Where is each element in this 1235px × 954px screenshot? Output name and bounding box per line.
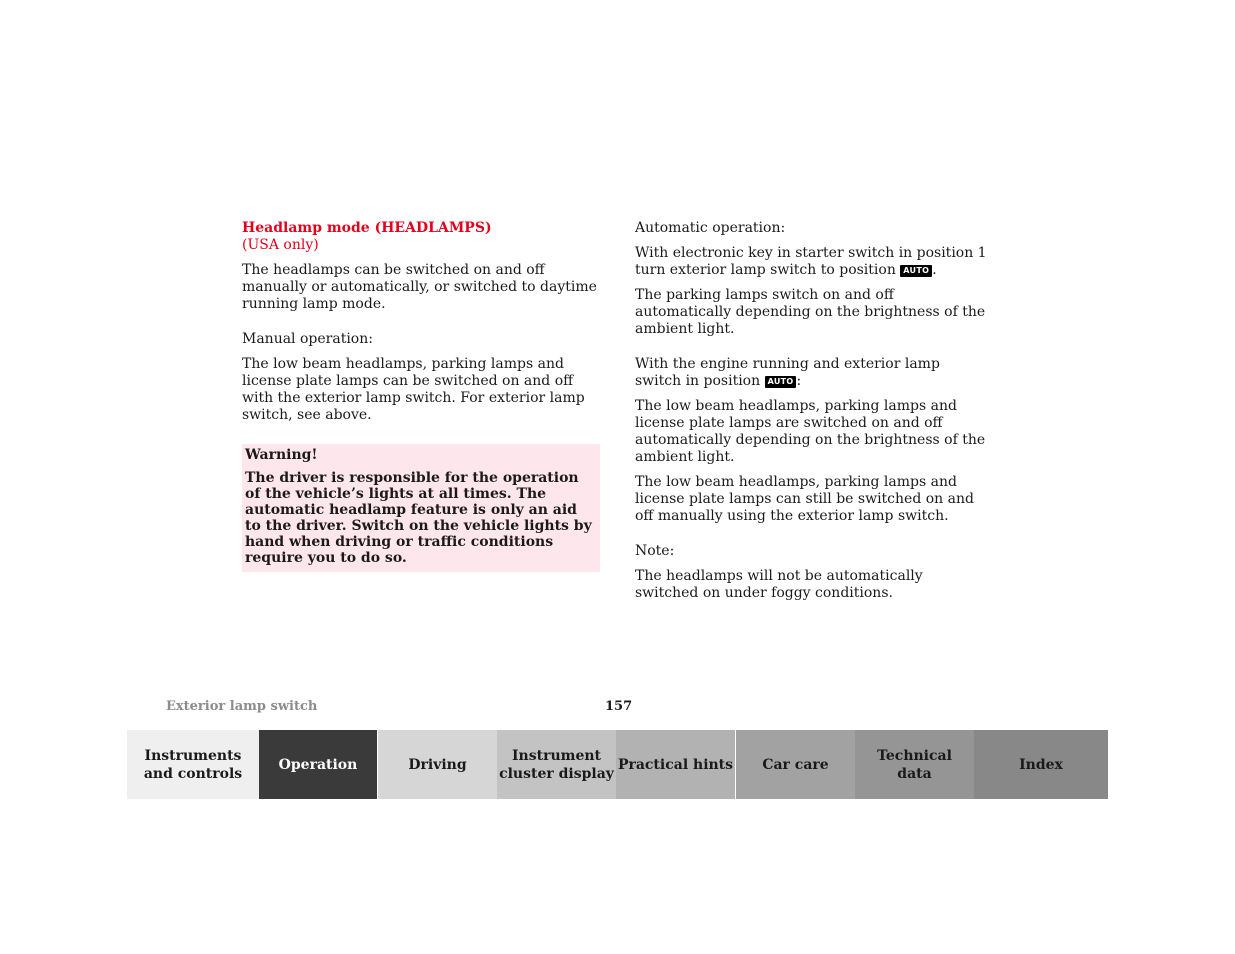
manual-paragraph: The low beam headlamps, parking lamps and license plate lamps can be switched on and off with the exterior lamp switch. For exterior lamp switch, see above. <box>242 356 585 423</box>
auto-p3-text: With the engine running and exterior lamp switch in position <box>635 356 940 389</box>
nav-tab-index[interactable] <box>974 730 1108 799</box>
footer-section-label: Exterior lamp switch <box>166 699 318 714</box>
auto-p3-end: : <box>796 373 802 389</box>
nav-tab-label: and controls <box>143 765 243 782</box>
nav-tab-label: cluster display <box>499 765 614 782</box>
auto-symbol-icon: AUTO <box>765 376 797 388</box>
auto-p1-text: With electronic key in starter switch in position 1 turn exterior lamp switch to position <box>635 245 987 278</box>
nav-tab-instruments-and-controls[interactable] <box>127 730 259 799</box>
note-paragraph: The headlamps will not be automatically switched on under foggy conditions. <box>635 568 923 601</box>
nav-tab-operation[interactable] <box>259 730 378 799</box>
nav-tab-driving[interactable] <box>378 730 497 799</box>
left-column <box>242 220 600 572</box>
page-number: 157 <box>605 699 633 714</box>
nav-tab-label: Practical hints <box>617 756 734 773</box>
nav-tab-practical-hints[interactable] <box>616 730 736 799</box>
nav-tab-label: data <box>897 765 932 782</box>
auto-symbol-icon: AUTO <box>900 265 932 277</box>
auto-p1-end: . <box>932 262 937 278</box>
auto-heading: Automatic operation: <box>635 220 786 236</box>
nav-tab-label: Index <box>1019 756 1063 773</box>
nav-tab-label: Technical <box>877 747 952 764</box>
note-heading: Note: <box>635 543 675 559</box>
auto-paragraph-4: The low beam headlamps, parking lamps and license plate lamps are switched on and off automatically depending on the brightness of the ambient light. <box>635 398 986 465</box>
nav-tab-car-care[interactable] <box>736 730 855 799</box>
nav-tab-technical-data[interactable] <box>855 730 974 799</box>
auto-paragraph-5: The low beam headlamps, parking lamps and license plate lamps can still be switched on and off manually using the exterior lamp switch. <box>635 474 974 524</box>
bottom-nav <box>127 730 1108 799</box>
auto-paragraph-3 <box>635 356 990 390</box>
auto-paragraph-1 <box>635 245 990 279</box>
nav-tab-label: Instruments <box>144 747 242 764</box>
nav-tab-instrument-cluster-display[interactable] <box>497 730 616 799</box>
nav-tab-label: Driving <box>408 756 467 773</box>
nav-tab-label: Instrument <box>512 747 601 764</box>
auto-paragraph-2: The parking lamps switch on and off automatically depending on the brightness of the ambient light. <box>635 287 986 337</box>
right-column <box>635 220 990 602</box>
warning-box <box>242 444 600 572</box>
manual-heading: Manual operation: <box>242 331 373 347</box>
intro-paragraph: The headlamps can be switched on and off manually or automatically, or switched to daytime running lamp mode. <box>242 262 597 312</box>
nav-tab-label: Operation <box>278 756 358 773</box>
warning-text: The driver is responsible for the operation of the vehicle’s lights at all times. The automatic headlamp feature is only an aid to the driver. Switch on the vehicle lights by hand when driving or traffic conditions require you to do so. <box>245 470 592 566</box>
section-title: Headlamp mode (HEADLAMPS) <box>242 220 492 236</box>
section-subtitle: (USA only) <box>242 237 319 253</box>
warning-title: Warning! <box>245 447 318 463</box>
nav-tab-label: Car care <box>762 756 829 773</box>
